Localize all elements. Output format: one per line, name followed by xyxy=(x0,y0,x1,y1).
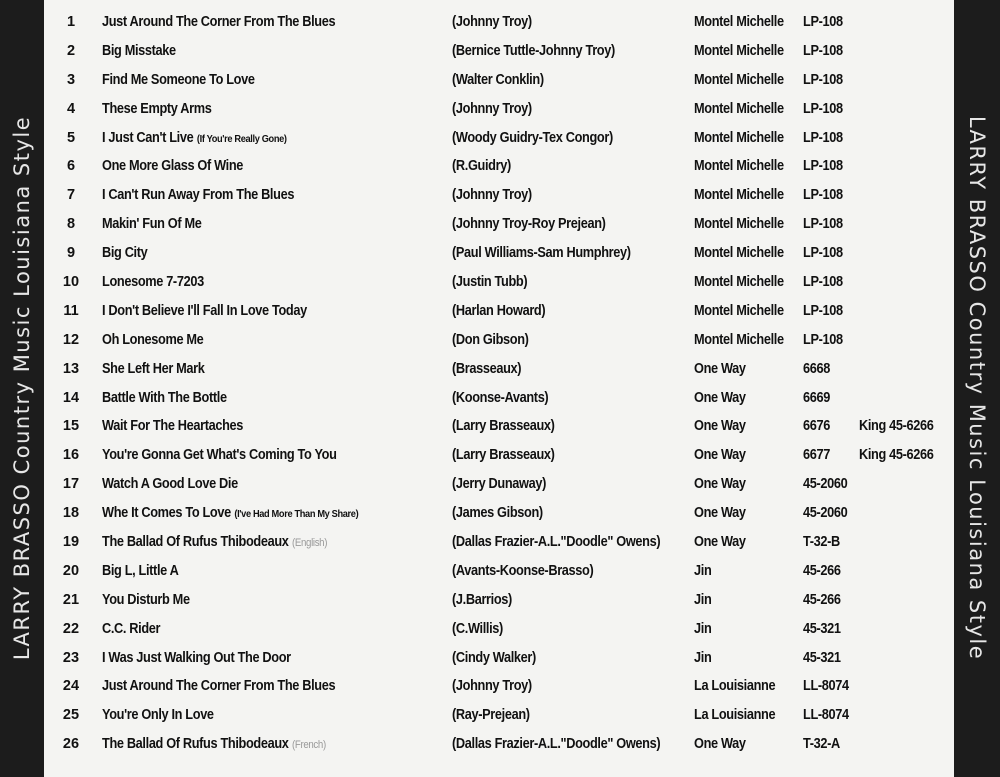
track-row xyxy=(44,8,954,37)
track-number: 14 xyxy=(62,389,80,406)
track-catalog-number: LP-108 xyxy=(803,100,843,117)
track-writer: (Cindy Walker) xyxy=(452,649,536,666)
track-label: Montel Michelle xyxy=(694,42,784,59)
track-title xyxy=(102,181,294,210)
track-row xyxy=(44,586,954,615)
track-catalog-number: 6669 xyxy=(803,389,830,406)
track-row xyxy=(44,152,954,181)
track-label: One Way xyxy=(694,389,746,406)
track-number: 26 xyxy=(62,736,80,753)
track-row xyxy=(44,326,954,355)
track-title-text: Big City xyxy=(102,245,148,262)
track-catalog-number: LP-108 xyxy=(803,331,843,348)
track-label: Montel Michelle xyxy=(694,158,784,175)
track-label: One Way xyxy=(694,534,746,551)
track-label: One Way xyxy=(694,505,746,522)
track-row xyxy=(44,499,954,528)
track-title xyxy=(102,701,214,730)
track-writer: (Woody Guidry-Tex Congor) xyxy=(452,129,613,146)
track-row xyxy=(44,37,954,66)
track-title xyxy=(102,239,147,268)
track-title xyxy=(102,210,201,239)
track-row xyxy=(44,701,954,730)
track-catalog-number: LP-108 xyxy=(803,129,843,146)
track-title-text: Watch A Good Love Die xyxy=(102,476,238,493)
track-title-text: I Was Just Walking Out The Door xyxy=(102,649,291,666)
track-label: One Way xyxy=(694,476,746,493)
track-number: 8 xyxy=(66,216,76,233)
track-title-text: You Disturb Me xyxy=(102,591,190,608)
track-label: One Way xyxy=(694,360,746,377)
track-catalog-number: LP-108 xyxy=(803,274,843,291)
track-number: 19 xyxy=(62,534,80,551)
track-writer: (Johnny Troy) xyxy=(452,14,532,30)
track-title-text: Battle With The Bottle xyxy=(102,389,227,406)
track-label: One Way xyxy=(694,736,746,753)
track-number: 5 xyxy=(66,129,76,146)
track-title xyxy=(102,355,205,384)
track-row xyxy=(44,355,954,384)
track-title-text: Oh Lonesome Me xyxy=(102,331,204,348)
track-row xyxy=(44,672,954,701)
track-number: 20 xyxy=(62,562,80,579)
track-number: 2 xyxy=(66,42,76,59)
track-label: Montel Michelle xyxy=(694,187,784,204)
track-title-text: She Left Her Mark xyxy=(102,360,205,377)
track-row xyxy=(44,441,954,470)
track-title-text: Just Around The Corner From The Blues xyxy=(102,14,336,30)
track-writer: (Dallas Frazier-A.L."Doodle" Owens) xyxy=(452,534,661,551)
track-title-text: The Ballad Of Rufus Thibodeaux xyxy=(102,736,289,753)
track-row xyxy=(44,268,954,297)
track-number: 15 xyxy=(62,418,80,435)
track-label: Jin xyxy=(694,649,712,666)
track-row xyxy=(44,384,954,413)
track-row xyxy=(44,239,954,268)
left-spine-title: LARRY BRASSO Country Music Louisiana Style xyxy=(10,115,34,661)
track-title-text: These Empty Arms xyxy=(102,100,212,117)
track-catalog-number: 45-266 xyxy=(803,562,841,579)
track-alt-release: King 45-6266 xyxy=(859,447,934,464)
track-writer: (Avants-Koonse-Brasso) xyxy=(452,562,594,579)
track-catalog-number: T-32-A xyxy=(803,736,840,753)
track-label: Montel Michelle xyxy=(694,331,784,348)
track-row xyxy=(44,95,954,124)
track-number: 7 xyxy=(66,187,76,204)
track-writer: (Larry Brasseaux) xyxy=(452,447,555,464)
track-number: 25 xyxy=(62,707,80,724)
right-spine xyxy=(954,0,1000,777)
track-title xyxy=(102,528,327,558)
track-row xyxy=(44,470,954,499)
track-label: Jin xyxy=(694,591,712,608)
track-row xyxy=(44,615,954,644)
track-label: Jin xyxy=(694,620,712,637)
track-label: Montel Michelle xyxy=(694,71,784,88)
track-writer: (Johnny Troy) xyxy=(452,678,532,695)
track-title-text: Just Around The Corner From The Blues xyxy=(102,678,336,695)
right-spine-title: LARRY BRASSO Country Music Louisiana Style xyxy=(965,115,989,661)
track-catalog-number: 6677 xyxy=(803,447,830,464)
track-title-text: You're Only In Love xyxy=(102,707,214,724)
track-title xyxy=(102,644,291,673)
track-title-text: Wait For The Heartaches xyxy=(102,418,244,435)
track-writer: (J.Barrios) xyxy=(452,591,512,608)
track-title xyxy=(102,586,190,615)
track-writer: (Harlan Howard) xyxy=(452,302,546,319)
track-title xyxy=(102,66,255,95)
track-row xyxy=(44,66,954,95)
track-label: La Louisianne xyxy=(694,678,776,695)
track-title xyxy=(102,95,211,124)
track-writer: (Justin Tubb) xyxy=(452,274,528,291)
track-title-text: Big L, Little A xyxy=(102,562,179,579)
track-row xyxy=(44,412,954,441)
track-catalog-number: 6668 xyxy=(803,360,830,377)
track-title-text: Whe It Comes To Love xyxy=(102,505,231,522)
track-catalog-number: LP-108 xyxy=(803,42,843,59)
track-writer: (James Gibson) xyxy=(452,505,543,522)
track-label: Jin xyxy=(694,562,712,579)
track-title xyxy=(102,152,243,181)
track-writer: (Dallas Frazier-A.L."Doodle" Owens) xyxy=(452,736,661,753)
track-row xyxy=(44,181,954,210)
track-label: One Way xyxy=(694,447,746,464)
track-title-text: You're Gonna Get What's Coming To You xyxy=(102,447,337,464)
track-catalog-number: 45-321 xyxy=(803,620,841,637)
track-title xyxy=(102,615,160,644)
track-number: 23 xyxy=(62,649,80,666)
track-number: 6 xyxy=(66,158,76,175)
left-spine xyxy=(0,0,44,777)
track-writer: (Koonse-Avants) xyxy=(452,389,549,406)
track-number: 10 xyxy=(62,274,80,291)
track-title xyxy=(102,557,178,586)
track-number: 4 xyxy=(66,100,76,117)
track-label: Montel Michelle xyxy=(694,302,784,319)
track-title-text: I Don't Believe I'll Fall In Love Today xyxy=(102,302,307,319)
track-title xyxy=(102,441,337,470)
track-row xyxy=(44,297,954,326)
track-row xyxy=(44,210,954,239)
track-title-text: Big Misstake xyxy=(102,42,176,59)
track-alt-release: King 45-6266 xyxy=(859,418,934,435)
track-title xyxy=(102,326,203,355)
track-number: 11 xyxy=(63,302,79,319)
track-writer: (Don Gibson) xyxy=(452,331,529,348)
track-number: 1 xyxy=(66,14,76,30)
track-row xyxy=(44,124,954,153)
track-writer: (R.Guidry) xyxy=(452,158,511,175)
track-list xyxy=(44,8,954,759)
track-number: 24 xyxy=(62,678,80,695)
track-title xyxy=(102,412,243,441)
track-language-note: (French) xyxy=(292,739,326,752)
track-label: Montel Michelle xyxy=(694,245,784,262)
track-writer: (Johnny Troy) xyxy=(452,187,532,204)
track-title xyxy=(102,470,238,499)
track-catalog-number: LP-108 xyxy=(803,14,843,30)
track-writer: (Bernice Tuttle-Johnny Troy) xyxy=(452,42,615,59)
track-title xyxy=(102,499,358,529)
track-catalog-number: LL-8074 xyxy=(803,707,849,724)
track-number: 18 xyxy=(62,505,80,522)
track-writer: (Walter Conklin) xyxy=(452,71,544,88)
track-catalog-number: LP-108 xyxy=(803,216,843,233)
track-catalog-number: T-32-B xyxy=(803,534,840,551)
track-title xyxy=(102,730,326,760)
track-number: 21 xyxy=(62,591,80,608)
track-catalog-number: 45-2060 xyxy=(803,505,848,522)
track-label: Montel Michelle xyxy=(694,100,784,117)
track-number: 3 xyxy=(66,71,76,88)
track-row xyxy=(44,644,954,673)
track-number: 13 xyxy=(62,360,80,377)
track-title-text: I Can't Run Away From The Blues xyxy=(102,187,295,204)
track-label: Montel Michelle xyxy=(694,129,784,146)
track-writer: (Brasseaux) xyxy=(452,360,522,377)
track-title-text: Find Me Someone To Love xyxy=(102,71,255,88)
track-catalog-number: 45-321 xyxy=(803,649,841,666)
track-number: 17 xyxy=(62,476,80,493)
track-title xyxy=(102,124,287,154)
track-writer: (Larry Brasseaux) xyxy=(452,418,555,435)
track-title xyxy=(102,8,335,37)
track-title-text: C.C. Rider xyxy=(102,620,161,637)
track-writer: (Johnny Troy) xyxy=(452,100,532,117)
track-writer: (C.Willis) xyxy=(452,620,503,637)
track-number: 12 xyxy=(62,331,80,348)
track-label: Montel Michelle xyxy=(694,216,784,233)
track-row xyxy=(44,528,954,557)
track-catalog-number: LP-108 xyxy=(803,71,843,88)
track-title-subtitle: (If You're Really Gone) xyxy=(196,132,287,145)
track-language-note: (English) xyxy=(292,537,328,550)
track-title-text: Lonesome 7-7203 xyxy=(102,274,204,291)
track-label: One Way xyxy=(694,418,746,435)
track-writer: (Johnny Troy-Roy Prejean) xyxy=(452,216,606,233)
track-catalog-number: LP-108 xyxy=(803,187,843,204)
track-label: Montel Michelle xyxy=(694,274,784,291)
track-catalog-number: 45-266 xyxy=(803,591,841,608)
track-title-text: I Just Can't Live xyxy=(102,129,194,146)
track-title xyxy=(102,37,176,66)
track-row xyxy=(44,730,954,759)
track-label: La Louisianne xyxy=(694,707,776,724)
track-title xyxy=(102,297,307,326)
track-title-text: One More Glass Of Wine xyxy=(102,158,244,175)
track-catalog-number: 6676 xyxy=(803,418,830,435)
track-title xyxy=(102,384,227,413)
track-title xyxy=(102,268,204,297)
track-catalog-number: 45-2060 xyxy=(803,476,848,493)
track-title-text: Makin' Fun Of Me xyxy=(102,216,202,233)
track-title-text: The Ballad Of Rufus Thibodeaux xyxy=(102,534,289,551)
track-catalog-number: LP-108 xyxy=(803,158,843,175)
track-title xyxy=(102,672,335,701)
track-writer: (Ray-Prejean) xyxy=(452,707,530,724)
track-catalog-number: LL-8074 xyxy=(803,678,849,695)
track-writer: (Paul Williams-Sam Humphrey) xyxy=(452,245,631,262)
track-catalog-number: LP-108 xyxy=(803,245,843,262)
track-label: Montel Michelle xyxy=(694,14,784,30)
track-title-subtitle: (I've Had More Than My Share) xyxy=(234,508,359,521)
track-row xyxy=(44,557,954,586)
track-number: 9 xyxy=(66,245,76,262)
track-number: 22 xyxy=(62,620,80,637)
track-writer: (Jerry Dunaway) xyxy=(452,476,547,493)
track-catalog-number: LP-108 xyxy=(803,302,843,319)
track-number: 16 xyxy=(62,447,80,464)
